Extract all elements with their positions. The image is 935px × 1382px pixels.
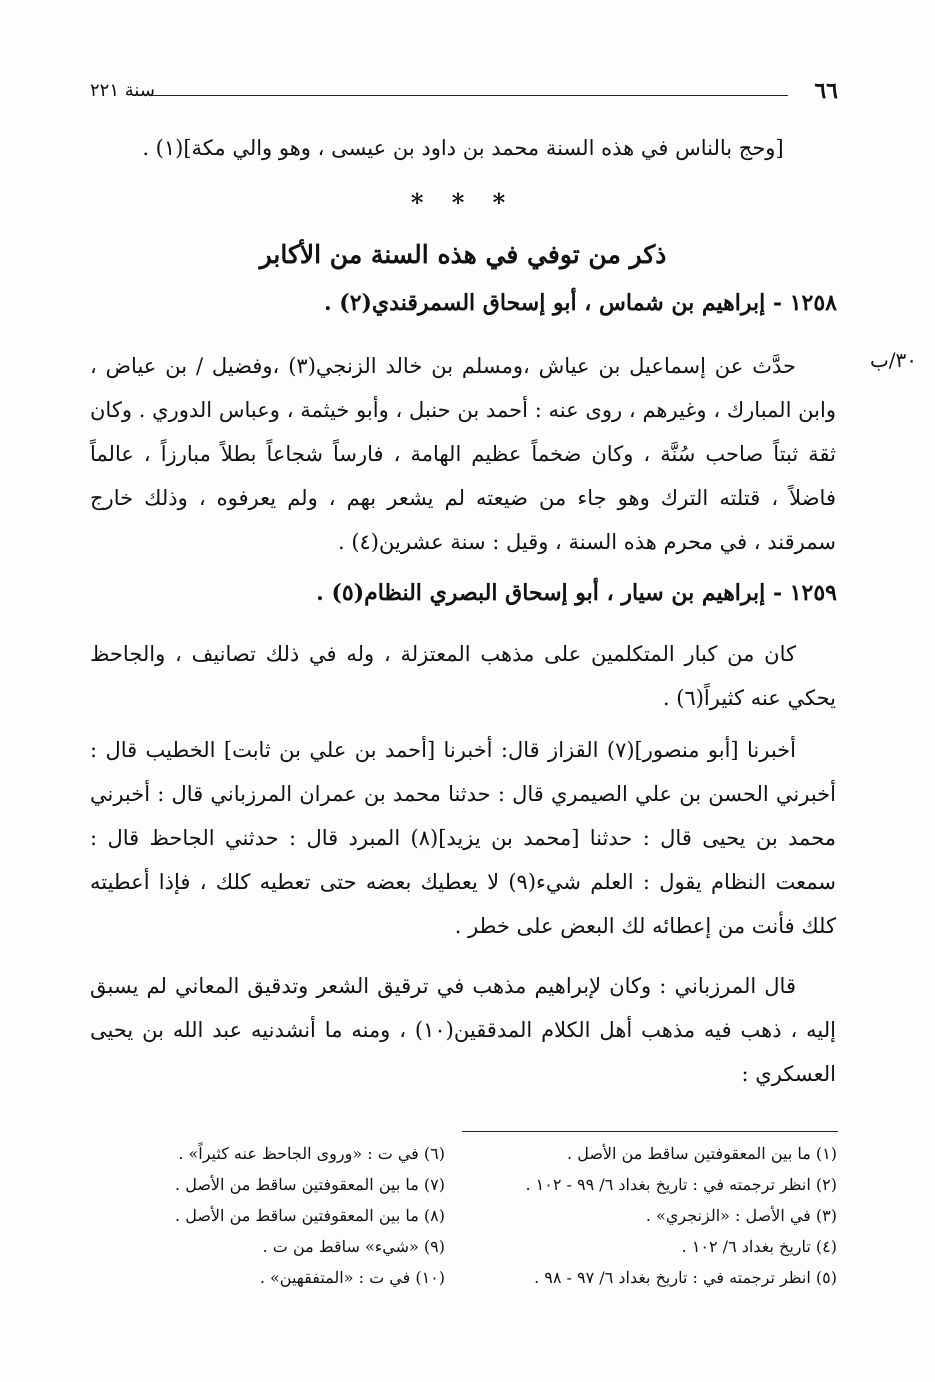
section-title: ذكر من توفي في هذه السنة من الأكابر (259, 240, 667, 269)
footnote-1: (١) ما بين المعقوفتين ساقط من الأصل . (567, 1144, 837, 1163)
entry-title-1258: ١٢٥٨ - إبراهيم بن شماس ، أبو إسحاق السمرقندي(٢) . (323, 290, 837, 316)
entry-text-1259: كان من كبار المتكلمين على مذهب المعتزلة ، وله في ذلك تصانيف ، والجاحظ يحكي عنه كثيراً(٦) . (90, 642, 836, 710)
footnote-8: (٨) ما بين المعقوفتين ساقط من الأصل . (175, 1206, 445, 1225)
footnote-2: (٢) انظر ترجمته في : تاريخ بغداد ٦/ ٩٩ - ١٠٢ . (525, 1175, 837, 1194)
footnote-10: (١٠) في ت : «المتفقهين» . (259, 1268, 445, 1287)
section-separator: * * * (410, 188, 516, 217)
entry-text-1259-marzubani: قال المرزباني : وكان لإبراهيم مذهب في ترقيق الشعر وتدقيق المعاني لم يسبق إليه ، ذهب فيه مذهب أهل الكلام المدققين(١٠) ، ومنه ما أنشدنيه عبد الله بن يحيى العسكري : (90, 974, 836, 1086)
footnote-7: (٧) ما بين المعقوفتين ساقط من الأصل . (175, 1175, 445, 1194)
entry-text-1258: حدَّث عن إسماعيل بن عياش ،ومسلم بن خالد الزنجي(٣) ،وفضيل / بن عياض ، وابن المبارك ، وغيرهم ، روى عنه : أحمد بن حنبل ، وأبو خيثمة ، وعباس الدوري . وكان ثقة ثبتاً صاحب سُنَّة ، وكان ضخماً عظيم الهامة ، فارساً شجاعاً بطلاً مبارزاً ، عالماً فاضلاً ، قتلته الترك وهو جاء من ضيعته لم يشعر بهم ، ولم يعرفوه ، وذلك خارج سمرقند ، في محرم هذه السنة ، وقيل : سنة عشرين(٤) . (90, 354, 836, 554)
footnote-6: (٦) في ت : «وروى الجاحظ عنه كثيراً» . (178, 1144, 445, 1163)
footnotes-left-column (175, 1138, 445, 1293)
running-header (90, 78, 838, 108)
footnote-4: (٤) تاريخ بغداد ٦/ ١٠٢ . (681, 1237, 837, 1256)
footnote-9: (٩) «شيء» ساقط من ت . (262, 1237, 445, 1256)
header-rule (150, 95, 788, 96)
footnote-3: (٣) في الأصل : «الزنجري» . (645, 1206, 837, 1225)
footnote-5: (٥) انظر ترجمته في : تاريخ بغداد ٦/ ٩٧ - ٩٨ . (534, 1268, 837, 1287)
footnote-rule (462, 1131, 838, 1132)
entry-text-1259-isnad: أخبرنا [أبو منصور](٧) القزاز قال: أخبرنا [أحمد بن علي بن ثابت] الخطيب قال : أخبرني الحسن بن علي الصيمري قال : حدثنا محمد بن عمران المرزباني قال : أخبرني محمد بن يحيى قال : حدثنا [محمد بن يزيد](٨) المبرد قال : حدثني الجاحظ قال : سمعت النظام يقول : العلم شيء(٩) لا يعطيك بعضه حتى تعطيه كلك ، فإذا أعطيته كلك فأنت من إعطائه لك البعض على خطر . (90, 738, 837, 938)
intro-paragraph: [وحج بالناس في هذه السنة محمد بن داود بن عيسى ، وهو والي مكة](١) . (142, 136, 784, 160)
page-number: ٦٦ (814, 78, 838, 104)
margin-folio-note: ٣٠/ب (869, 348, 917, 372)
entry-title-1259: ١٢٥٩ - إبراهيم بن سيار ، أبو إسحاق البصري النظام(٥) . (316, 580, 837, 606)
header-year: سنة ٢٢١ (90, 80, 155, 101)
footnotes-right-column (525, 1138, 837, 1293)
